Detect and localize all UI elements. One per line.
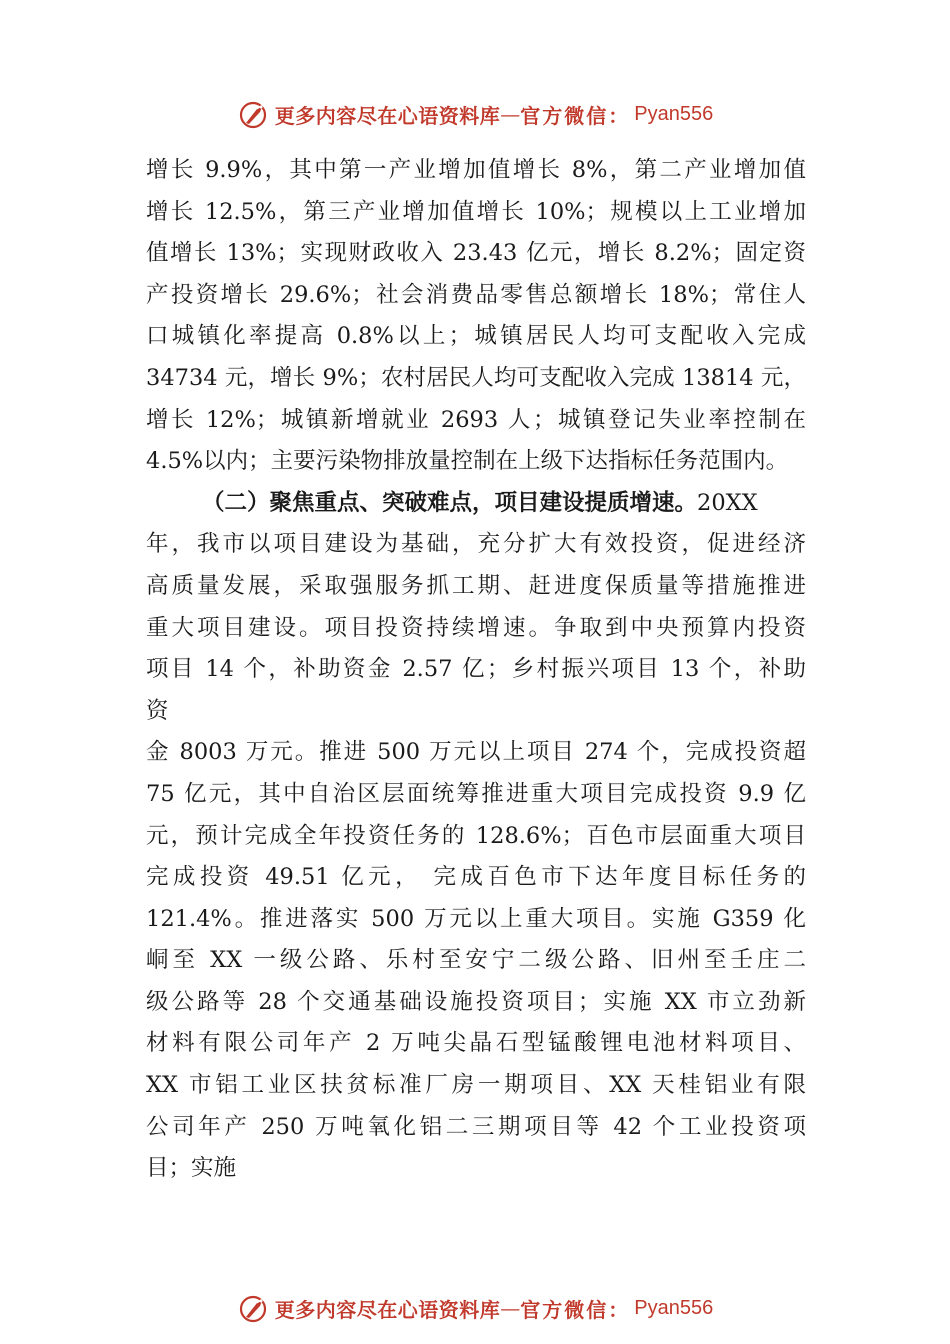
body-line: 级公路等 28 个交通基础设施投资项目；实施 XX 市立劲新	[146, 988, 806, 1015]
section-heading-tail: 20XX	[697, 489, 758, 516]
body-line: 目；实施	[146, 1155, 237, 1182]
banner-title: 更多内容尽在心语资料库	[274, 103, 501, 128]
body-line: 34734 元，增长 9%；农村居民人均可支配收入完成 13814 元，	[146, 364, 806, 391]
banner-wechat-label: 官方微信：	[520, 103, 631, 128]
document-body	[146, 150, 806, 1190]
section-heading: （二）聚焦重点、突破难点，项目建设提质增速。	[202, 489, 698, 516]
banner-wechat-id: Pyan556	[634, 1296, 714, 1319]
banner-title: 更多内容尽在心语资料库	[274, 1297, 501, 1322]
section-heading-line	[146, 483, 806, 525]
body-line: 增长 12.5%，第三产业增加值增长 10%；规模以上工业增加	[146, 198, 806, 225]
body-line: 公司年产 250 万吨氧化铝二三期项目等 42 个工业投资项	[146, 1113, 806, 1140]
body-line: 121.4%。推进落实 500 万元以上重大项目。实施 G359 化	[146, 905, 806, 932]
banner-separator: —	[500, 1296, 521, 1320]
footer-banner	[0, 1288, 950, 1328]
banner-wechat-label: 官方微信：	[520, 1297, 631, 1322]
header-banner	[0, 94, 950, 134]
pen-nib-logo-icon	[237, 97, 271, 131]
body-line: 增长 12%；城镇新增就业 2693 人；城镇登记失业率控制在	[146, 406, 806, 433]
body-line: 增长 9.9%，其中第一产业增加值增长 8%，第二产业增加值	[146, 157, 806, 183]
pen-nib-logo-icon	[237, 1291, 271, 1325]
body-line: 产投资增长 29.6%；社会消费品零售总额增长 18%；常住人	[146, 281, 806, 308]
body-line: 口城镇化率提高 0.8%以上；城镇居民人均可支配收入完成	[146, 323, 806, 350]
body-line: 项目 14 个，补助资金 2.57 亿；乡村振兴项目 13 个，补助	[146, 656, 806, 683]
body-line: 峒至 XX 一级公路、乐村至安宁二级公路、旧州至壬庄二	[146, 947, 806, 974]
body-line: 75 亿元，其中自治区层面统筹推进重大项目完成投资 9.9 亿	[146, 780, 806, 807]
body-line: 高质量发展，采取强服务抓工期、赶进度保质量等措施推进	[146, 572, 806, 599]
body-line: 材料有限公司年产 2 万吨尖晶石型锰酸锂电池材料项目、	[146, 1030, 806, 1057]
body-line: 资	[146, 697, 169, 724]
banner-wechat-id: Pyan556	[634, 102, 714, 125]
body-line: 元，预计完成全年投资任务的 128.6%；百色市层面重大项目	[146, 822, 806, 849]
banner-separator: —	[500, 102, 521, 126]
body-line: 4.5%以内；主要污染物排放量控制在上级下达指标任务范围内。	[146, 448, 789, 475]
body-line: 值增长 13%；实现财政收入 23.43 亿元，增长 8.2%；固定资	[146, 240, 806, 267]
body-line: 金 8003 万元。推进 500 万元以上项目 274 个，完成投资超	[146, 739, 806, 766]
body-line: 重大项目建设。项目投资持续增速。争取到中央预算内投资	[146, 614, 806, 641]
body-line: 完成投资 49.51 亿元， 完成百色市下达年度目标任务的	[146, 864, 806, 891]
body-line: 年，我市以项目建设为基础，充分扩大有效投资，促进经济	[146, 531, 806, 558]
body-line: XX 市铝工业区扶贫标准厂房一期项目、XX 天桂铝业有限	[146, 1072, 806, 1099]
